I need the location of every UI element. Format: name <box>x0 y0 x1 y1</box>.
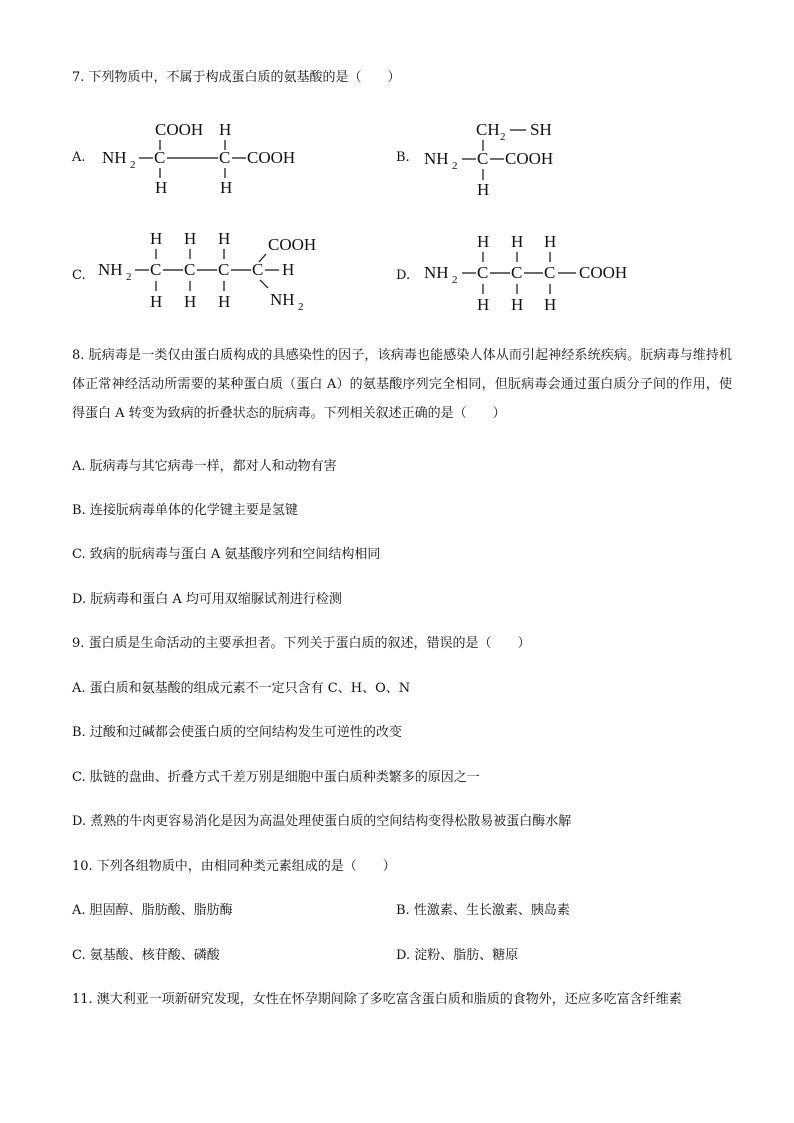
sh-text: SH <box>530 120 552 139</box>
subscript-2: 2 <box>130 159 136 171</box>
subscript-2: 2 <box>500 131 506 143</box>
c-atom: C <box>511 263 523 282</box>
q8-option-d: D. 朊病毒和蛋白 A 均可用双缩脲试剂进行检测 <box>72 592 342 607</box>
q7-option-b-structure <box>422 118 622 203</box>
c-atom: C <box>477 263 489 282</box>
h-text: H <box>184 229 197 248</box>
q8-option-a: A. 朊病毒与其它病毒一样，都对人和动物有害 <box>72 459 337 474</box>
h-text: H <box>150 292 163 311</box>
subscript-2: 2 <box>452 160 458 172</box>
q10-option-d: D. 淀粉、脂肪、糖原 <box>396 948 519 963</box>
q9-option-b: B. 过酸和过碱都会使蛋白质的空间结构发生可逆性的改变 <box>72 725 402 740</box>
q7-option-a-label: A. <box>72 150 86 165</box>
q7-option-c-label: C. <box>72 268 86 283</box>
cooh-text: COOH <box>579 263 628 282</box>
h-text: H <box>511 232 524 251</box>
c-atom: C <box>219 148 231 167</box>
q7-option-a-structure <box>100 118 330 198</box>
h-text: H <box>477 295 490 314</box>
nh2-text: NH <box>98 260 123 279</box>
q11-stem: 11. 澳大利亚一项新研究发现，女性在怀孕期间除了多吃富含蛋白质和脂质的食物外，还应多吃富含纤维素 <box>72 992 682 1007</box>
q7-stem: 7. 下列物质中，不属于构成蛋白质的氨基酸的是（ ） <box>72 70 401 85</box>
q10-option-a: A. 胆固醇、脂肪酸、脂肪酶 <box>72 903 233 918</box>
ch2-text: CH <box>476 120 500 139</box>
nh2-text: NH <box>270 290 295 309</box>
q8-option-b: B. 连接朊病毒单体的化学键主要是氢键 <box>72 503 298 518</box>
q9-stem: 9. 蛋白质是生命活动的主要承担者。下列关于蛋白质的叙述，错误的是（ ） <box>72 636 531 651</box>
h-text: H <box>544 232 557 251</box>
subscript-2: 2 <box>298 301 304 313</box>
q7-option-d-structure <box>422 228 662 318</box>
h-text: H <box>218 292 231 311</box>
h-text: H <box>219 120 232 139</box>
c-atom: C <box>150 260 162 279</box>
h-text: H <box>220 178 233 197</box>
q10-option-c: C. 氨基酸、核苷酸、磷酸 <box>72 948 220 963</box>
c-atom: C <box>154 148 166 167</box>
cooh-text: COOH <box>247 148 296 167</box>
q9-option-d: D. 煮熟的牛肉更容易消化是因为高温处理使蛋白质的空间结构变得松散易被蛋白酶水解 <box>72 814 572 829</box>
q8-stem: 8. 朊病毒是一类仅由蛋白质构成的具感染性的因子，该病毒也能感染人体从而引起神经系统疾病。朊病毒与维持机体正常神经活动所需要的某种蛋白质（蛋白 A）的氨基酸序列完全相同，但朊病毒会通过蛋白质分子间的作用，使得蛋白 A 转变为致病的折叠状态的朊病毒。下列相关叙述正确的是（ ） <box>72 348 732 421</box>
nh2-text: NH <box>424 263 449 282</box>
nh2-text: NH <box>102 148 127 167</box>
c-atom: C <box>544 263 556 282</box>
q7-option-d-label: D. <box>396 268 411 283</box>
subscript-2: 2 <box>126 271 132 283</box>
c-atom: C <box>252 260 264 279</box>
c-atom: C <box>184 260 196 279</box>
subscript-2: 2 <box>452 274 458 286</box>
q9-option-a: A. 蛋白质和氨基酸的组成元素不一定只含有 C、H、O、N <box>72 681 411 696</box>
q10-option-b: B. 性激素、生长激素、胰岛素 <box>396 903 570 918</box>
q7-option-c-structure <box>98 228 338 318</box>
q10-stem: 10. 下列各组物质中，由相同种类元素组成的是（ ） <box>72 859 396 874</box>
h-text: H <box>511 295 524 314</box>
q7-option-b-label: B. <box>396 150 410 165</box>
h-text: H <box>477 180 490 199</box>
cooh-text: COOH <box>505 149 554 168</box>
q8-option-c: C. 致病的朊病毒与蛋白 A 氨基酸序列和空间结构相同 <box>72 547 381 562</box>
h-text: H <box>184 292 197 311</box>
h-text: H <box>282 260 295 279</box>
nh2-text: NH <box>424 149 449 168</box>
cooh-text: COOH <box>155 120 204 139</box>
h-text: H <box>544 295 557 314</box>
c-atom: C <box>218 260 230 279</box>
c-atom: C <box>477 149 489 168</box>
h-text: H <box>477 232 490 251</box>
h-text: H <box>150 229 163 248</box>
h-text: H <box>155 178 168 197</box>
cooh-text: COOH <box>268 235 317 254</box>
h-text: H <box>218 229 231 248</box>
q9-option-c: C. 肽链的盘曲、折叠方式千差万别是细胞中蛋白质种类繁多的原因之一 <box>72 770 480 785</box>
